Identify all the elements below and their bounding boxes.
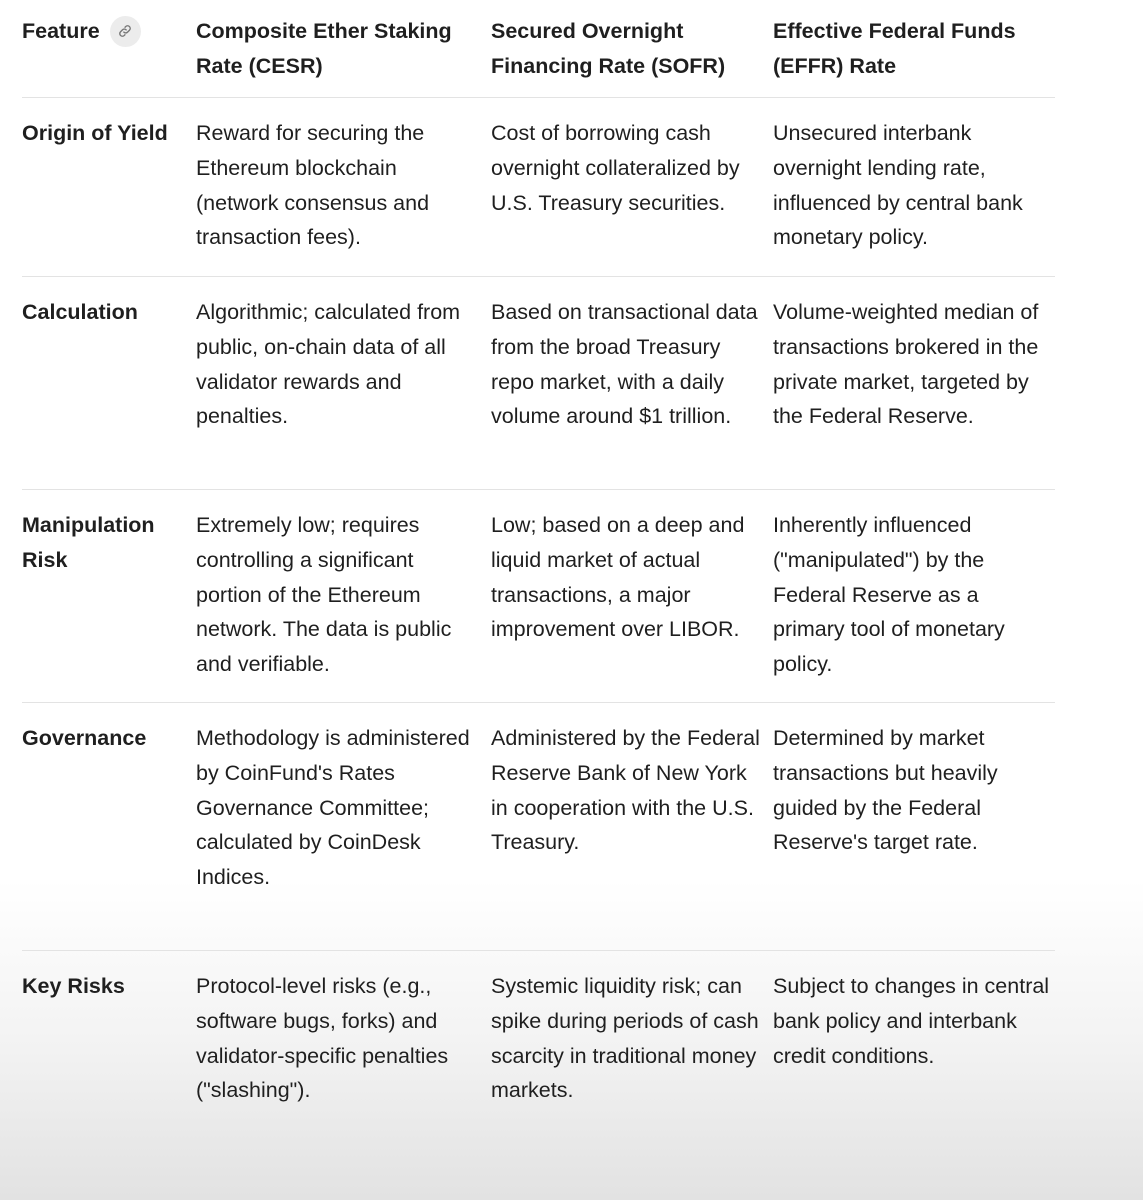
header-cesr: Composite Ether Staking Rate (CESR) [196,19,452,78]
row-label: Origin of Yield [22,121,168,145]
cesr-cell: Algorithmic; calculated from public, on-chain data of all validator rewards and penalties. [196,300,461,429]
sofr-cell: Low; based on a deep and liquid market of actual transactions, a major improvement over LIBOR. [491,513,745,642]
effr-cell: Determined by market transactions but heavily guided by the Federal Reserve's target rate. [773,726,998,855]
cesr-cell: Protocol-level risks (e.g., software bugs, forks) and validator-specific penalties ("slashing"). [196,974,449,1103]
row-label: Calculation [22,300,138,324]
header-feature [22,14,196,97]
effr-cell: Unsecured interbank overnight lending rate, influenced by central bank monetary policy. [773,121,1023,250]
comparison-table [22,0,1055,1171]
header-effr: Effective Federal Funds (EFFR) Rate [773,19,1016,78]
sofr-cell: Based on transactional data from the broad Treasury repo market, with a daily volume around $1 trillion. [491,300,758,429]
effr-cell: Inherently influenced ("manipulated") by the Federal Reserve as a primary tool of monetary policy. [773,513,1005,677]
header-feature-label: Feature [22,19,100,43]
sofr-cell: Systemic liquidity risk; can spike during periods of cash scarcity in traditional money markets. [491,974,759,1103]
row-label: Manipulation Risk [22,513,155,572]
table-row-origin-of-yield [22,98,1055,277]
row-label: Governance [22,726,147,750]
cesr-cell: Methodology is administered by CoinFund's Rates Governance Committee; calculated by CoinDesk Indices. [196,726,470,890]
sofr-cell: Cost of borrowing cash overnight collateralized by U.S. Treasury securities. [491,121,740,215]
effr-cell: Volume-weighted median of transactions brokered in the private market, targeted by the Federal Reserve. [773,300,1039,429]
table-row-calculation [22,277,1055,490]
link-icon[interactable] [110,16,141,47]
row-label: Key Risks [22,974,125,998]
cesr-cell: Reward for securing the Ethereum blockchain (network consensus and transaction fees). [196,121,430,250]
header-sofr: Secured Overnight Financing Rate (SOFR) [491,19,726,78]
sofr-cell: Administered by the Federal Reserve Bank of New York in cooperation with the U.S. Treasury. [491,726,760,855]
cesr-cell: Extremely low; requires controlling a significant portion of the Ethereum network. The data is public and verifiable. [196,513,452,677]
table-row-manipulation-risk [22,490,1055,703]
table-row-governance [22,703,1055,951]
effr-cell: Subject to changes in central bank policy and interbank credit conditions. [773,974,1050,1068]
table-row-key-risks [22,951,1055,1171]
table-header-row [22,0,1055,98]
